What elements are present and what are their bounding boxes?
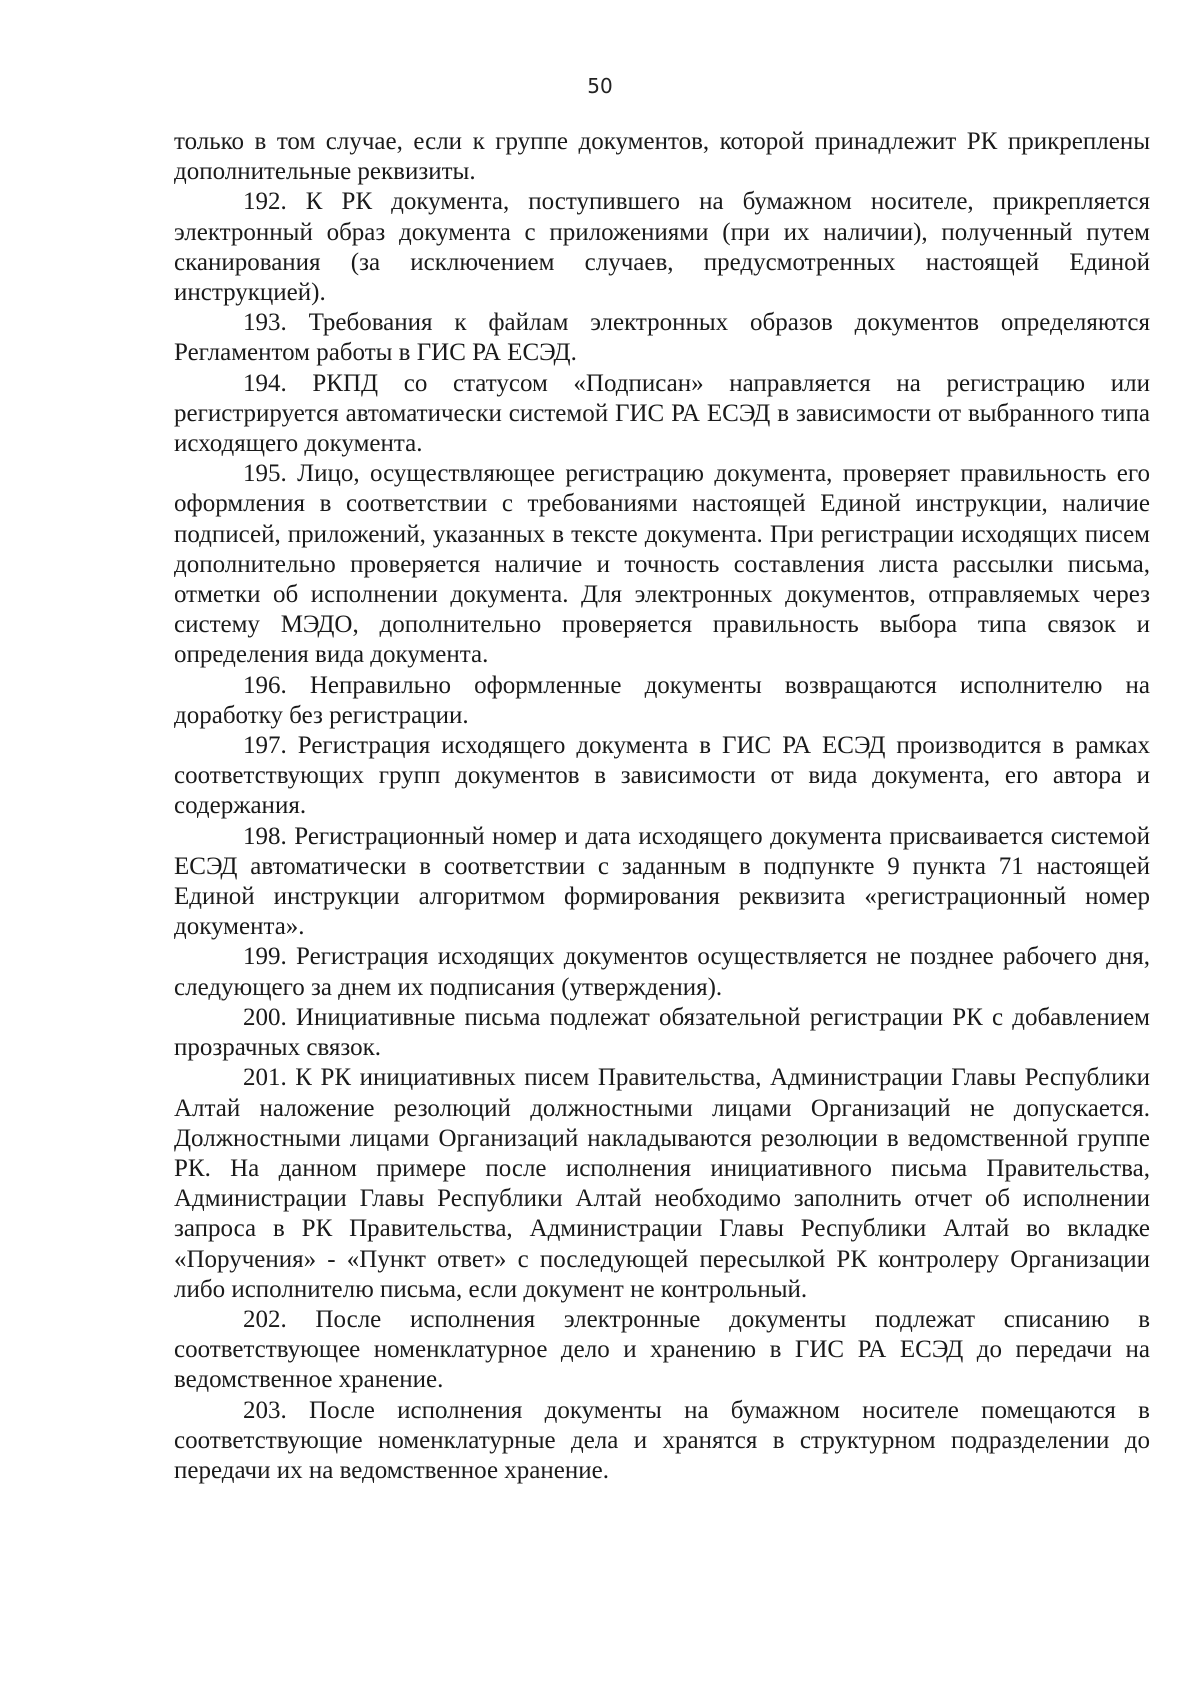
document-body [174,127,1150,1486]
paragraph-continuation: только в том случае, если к группе документов, которой принадлежит РК прикреплены дополнительные реквизиты. [174,128,1150,186]
page-number: 50 [587,74,613,98]
paragraph-194: 194. РКПД со статусом «Подписан» направляется на регистрацию или регистрируется автоматически системой ГИС РА ЕСЭД в зависимости от выбранного типа исходящего документа. [174,369,1150,458]
paragraph-198: 198. Регистрационный номер и дата исходящего документа присваивается системой ЕСЭД автоматически в соответствии с заданным в подпункте 9 пункта 71 настоящей Единой инструкции алгоритмом формирования реквизита «регистрационный номер документа». [174,822,1150,941]
paragraph-202: 202. После исполнения электронные документы подлежат списанию в соответствующее номенклатурное дело и хранению в ГИС РА ЕСЭД до передачи на ведомственное хранение. [174,1305,1150,1394]
paragraph-197: 197. Регистрация исходящего документа в ГИС РА ЕСЭД производится в рамках соответствующих групп документов в зависимости от вида документа, его автора и содержания. [174,732,1150,820]
paragraph-193: 193. Требования к файлам электронных образов документов определяются Регламентом работы в ГИС РА ЕСЭД. [174,309,1150,367]
paragraph-192: 192. К РК документа, поступившего на бумажном носителе, прикрепляется электронный образ документа с приложениями (при их наличии), полученный путем сканирования (за исключением случаев, предусмотренных настоящей Единой инструкцией). [174,188,1150,307]
paragraph-196: 196. Неправильно оформленные документы возвращаются исполнителю на доработку без регистрации. [174,671,1150,729]
paragraph-195: 195. Лицо, осуществляющее регистрацию документа, проверяет правильность его оформления в соответствии с требованиями настоящей Единой инструкции, наличие подписей, приложений, указанных в тексте документа. При регистрации исходящих писем дополнительно проверяется наличие и точность составления листа рассылки письма, отметки об исполнении документа. Для электронных документов, отправляемых через систему МЭДО, дополнительно проверяется правильность выбора типа связок и определения вида документа. [174,460,1150,669]
paragraph-201: 201. К РК инициативных писем Правительства, Администрации Главы Республики Алтай наложение резолюций должностными лицами Организаций не допускается. Должностными лицами Организаций накладываются резолюции в ведомственной группе РК. На данном примере после исполнения инициативного письма Правительства, Администрации Главы Республики Алтай необходимо заполнить отчет об исполнении запроса в РК Правительства, Администрации Главы Республики Алтай во вкладке «Поручения» - «Пункт ответ» с последующей пересылкой РК контролеру Организации либо исполнителю письма, если документ не контрольный. [174,1064,1150,1303]
paragraph-203: 203. После исполнения документы на бумажном носителе помещаются в соответствующие номенклатурные дела и хранятся в структурном подразделении до передачи их на ведомственное хранение. [174,1396,1150,1484]
paragraph-199: 199. Регистрация исходящих документов осуществляется не позднее рабочего дня, следующего за днем их подписания (утверждения). [174,943,1150,1001]
paragraph-200: 200. Инициативные письма подлежат обязательной регистрации РК с добавлением прозрачных связок. [174,1003,1150,1062]
